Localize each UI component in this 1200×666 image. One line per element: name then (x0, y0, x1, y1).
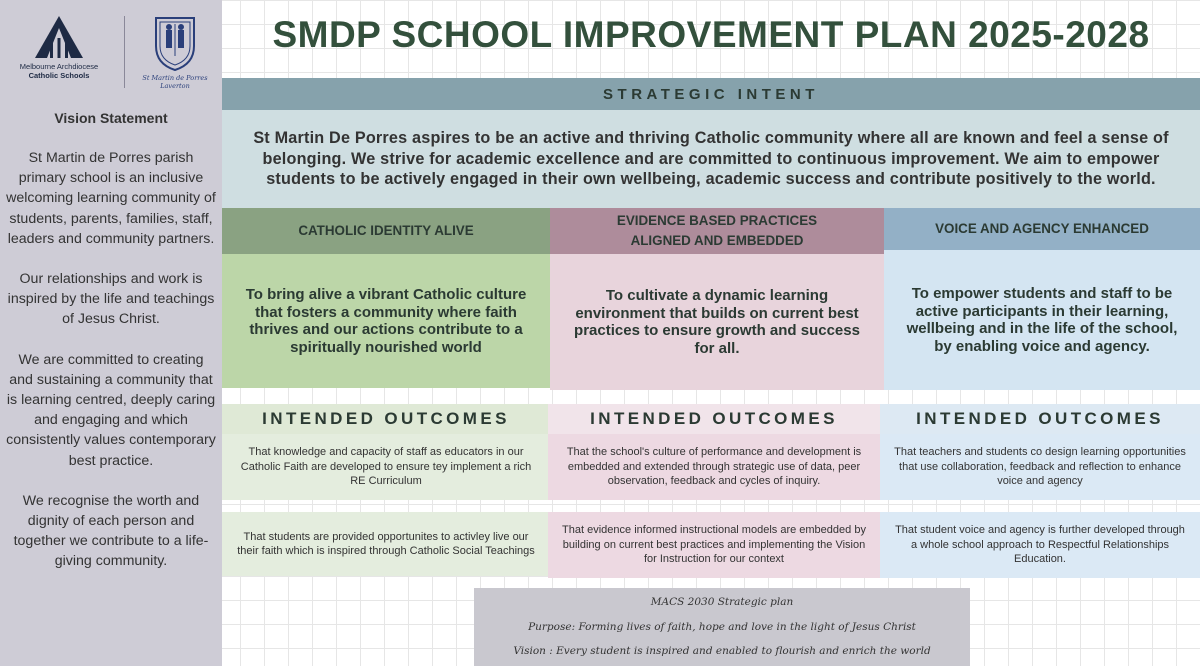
outcome-card (222, 434, 550, 500)
macs-mark-icon (31, 14, 87, 60)
logo-area (0, 0, 222, 100)
pillar-goal-text: To bring alive a vibrant Catholic culture that fosters a community where faith thrives and our actions contribute to a spiritually nourished world (245, 286, 527, 356)
macs-plan-vision: Vision : Every student is inspired and enabled to flourish and enrich the world (513, 645, 931, 657)
pillar-heading-evidence-based (550, 208, 884, 254)
vision-paragraph: St Martin de Porres parish primary school is an inclusive welcoming learning community of students, parents, families, staff, leaders and community partners. (6, 150, 216, 247)
outcome-card (880, 434, 1200, 500)
macs-logo (18, 14, 100, 80)
outcome-card (548, 512, 880, 578)
macs-logo-line2: Catholic Schools (28, 71, 90, 80)
outcomes-heading-evidence-based: INTENDED OUTCOMES (548, 404, 880, 434)
outcome-text: That knowledge and capacity of staff as educators in our Catholic Faith are developed to ensure tey implement a rich RE Curriculum (240, 446, 532, 488)
outcome-card (880, 512, 1200, 578)
outcome-text: That the school's culture of performance and development is embedded and extended through strategic use of data, peer observation, feedback and cycles of inquiry. (566, 446, 862, 488)
strategic-intent-text: St Martin De Porres aspires to be an active and thriving Catholic community where all are known and feel a sense of belonging. We strive for academic excellence and are committed to continuous improvement. We aim to empower students to be actively engaged in their own wellbeing, academic success and contribute positively to the world. (253, 129, 1169, 189)
outcome-card (548, 434, 880, 500)
school-crest-icon (152, 12, 198, 72)
vision-statement (6, 148, 216, 592)
macs-logo-line1: Melbourne Archdiocese (19, 62, 99, 71)
strategic-intent-header (222, 78, 1200, 110)
logo-divider (124, 16, 125, 88)
school-crest (138, 12, 212, 90)
pillar-heading-voice-agency: VOICE AND AGENCY ENHANCED (884, 208, 1200, 250)
pillar-goal-evidence-based (550, 254, 884, 390)
strategic-intent-heading: STRATEGIC INTENT (603, 85, 819, 103)
macs-plan-purpose: Purpose: Forming lives of faith, hope and love in the light of Jesus Christ (528, 621, 916, 633)
macs-strategic-plan-box (474, 588, 970, 666)
outcome-card (222, 512, 550, 576)
strategic-intent-body (222, 110, 1200, 208)
outcome-text: That student voice and agency is further developed through a whole school approach to Respectful Relationships Education. (895, 524, 1185, 566)
pillar-heading-catholic-identity: CATHOLIC IDENTITY ALIVE (222, 208, 550, 254)
pillar-goal-voice-agency (884, 250, 1200, 390)
vision-title: Vision Statement (54, 110, 168, 126)
school-logo-line2: Laverton (160, 82, 190, 90)
vision-paragraph: We recognise the worth and dignity of each person and together we contribute to a life-giving community. (13, 492, 209, 570)
sidebar (0, 0, 222, 666)
pillar-goal-text: To empower students and staff to be active participants in their learning, wellbeing and in the life of the school, by enabling voice and agency. (906, 285, 1178, 355)
outcomes-heading-voice-agency: INTENDED OUTCOMES (880, 404, 1200, 434)
outcome-text: That students are provided opportunites to activley live our their faith which is inspired through Catholic Social Teachings (237, 530, 535, 557)
school-logo-line1: St Martin de Porres (142, 74, 208, 82)
macs-plan-title: MACS 2030 Strategic plan (650, 596, 794, 608)
outcome-text: That teachers and students co design learning opportunities that use collaboration, feedback and reflection to enhance voice and agency (894, 446, 1186, 488)
page-title: SMDP SCHOOL IMPROVEMENT PLAN 2025-2028 (272, 14, 1150, 55)
pillar-goal-catholic-identity (222, 254, 550, 388)
pillar-goal-text: To cultivate a dynamic learning environment that builds on current best practices to ensure growth and success for all. (574, 287, 860, 357)
outcome-text: That evidence informed instructional models are embedded by building on current best practices and implementing the Vision for Instruction for our context (562, 524, 866, 566)
vision-paragraph: Our relationships and work is inspired by the life and teachings of Jesus Christ. (7, 271, 215, 328)
pillar-heading-text: EVIDENCE BASED PRACTICES ALIGNED AND EMBEDDED (616, 213, 818, 248)
outcomes-heading-catholic-identity: INTENDED OUTCOMES (222, 404, 550, 434)
vision-paragraph: We are committed to creating and sustaining a community that is learning centred, deeply caring and engaging and which consistently values contemporary best practice. (6, 351, 216, 469)
